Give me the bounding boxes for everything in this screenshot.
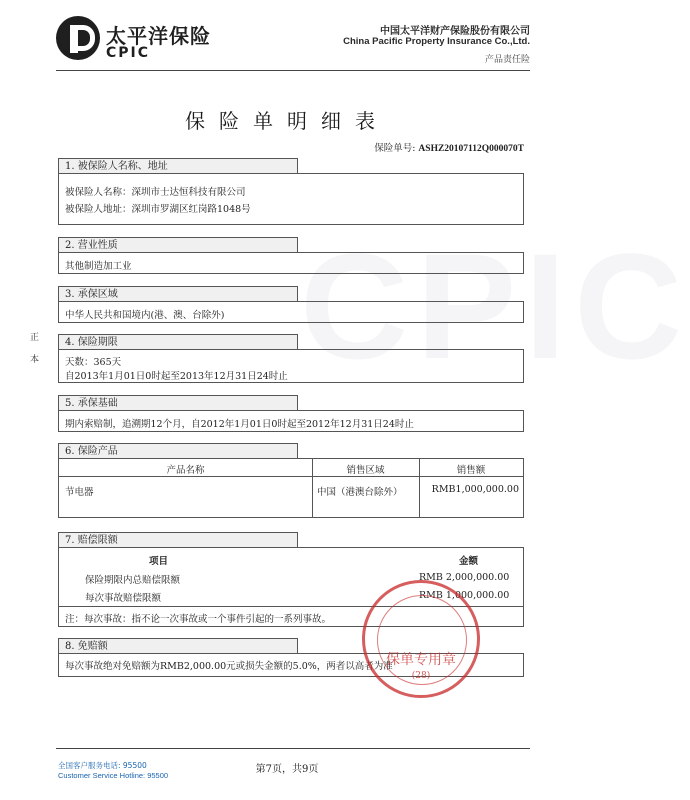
business-nature: 其他制造加工业 (65, 261, 132, 272)
products-header-name: 产品名称 (166, 465, 205, 476)
company-name-chinese: 中国太平洋财产保险股份有限公司 (380, 26, 530, 37)
cpic-logo-icon (56, 16, 100, 60)
section-basis-title: 5. 承保基础 (58, 395, 298, 410)
section-business-title: 2. 营业性质 (58, 237, 298, 252)
logo-chinese-name: 太平洋保险 (106, 24, 211, 48)
products-table (58, 458, 524, 518)
document-title: 保险单明细表 (185, 109, 389, 133)
section-basis-box (58, 410, 524, 432)
section-insured-title: 1. 被保险人名称、地址 (58, 158, 298, 173)
stamp-label: 保单专用章 (386, 652, 456, 668)
header-divider (56, 70, 530, 71)
limit-item: 保险期限内总赔偿限额 (85, 575, 181, 586)
stamp-code: (28) (411, 671, 431, 681)
side-label-original-top: 正 (30, 333, 40, 343)
limit-amount: RMB 2,000,000.00 (419, 572, 510, 583)
section-deductible-title: 8. 免赔额 (58, 638, 298, 653)
limit-amount: RMB 1,000,000.00 (419, 590, 510, 601)
basis-value: 期内索赔制，追溯期12个月，自2012年1月01日0时起至2012年12月31日24时止 (65, 419, 414, 430)
section-business-box (58, 252, 524, 274)
insured-address: 被保险人地址：深圳市罗湖区红岗路1048号 (65, 204, 251, 215)
company-seal-stamp (362, 580, 480, 698)
section-territory-title: 3. 承保区域 (58, 286, 298, 301)
hotline-english: Customer Service Hotline: 95500 (58, 771, 169, 780)
product-sales: RMB1,000,000.00 (431, 484, 519, 495)
product-name: 节电器 (65, 487, 94, 498)
limits-note: 注：每次事故：指不论一次事故或一个事件引起的一系列事故。 (65, 614, 332, 625)
limits-header-item: 项目 (149, 556, 169, 567)
section-period-box (58, 349, 524, 383)
page-number: 第7页，共9页 (255, 764, 319, 775)
hotline-chinese: 全国客户服务电话: 95500 (58, 761, 147, 770)
section-limits-title: 7. 赔偿限额 (58, 532, 298, 547)
logo-english-name: CPIC (106, 45, 151, 61)
company-name-english: China Pacific Property Insurance Co.,Ltd. (343, 36, 530, 47)
section-period-title: 4. 保险期限 (58, 334, 298, 349)
product-region: 中国（港澳台除外） (317, 487, 403, 498)
policy-number-value: ASHZ20107112Q000070T (418, 144, 524, 154)
territory-value: 中华人民共和国境内(港、澳、台除外) (65, 310, 225, 321)
policy-number (300, 140, 524, 154)
cpic-watermark: CPIC (300, 222, 690, 390)
limit-item: 每次事故赔偿限额 (85, 593, 162, 604)
products-header-sales: 销售额 (456, 465, 486, 476)
section-products-title: 6. 保险产品 (58, 443, 298, 458)
side-label-original-bottom: 本 (30, 355, 40, 365)
insured-name: 被保险人名称：深圳市士达恒科技有限公司 (65, 187, 246, 198)
section-insured-box (58, 173, 524, 225)
products-header-region: 销售区域 (346, 465, 385, 476)
limits-header-amount: 金额 (459, 556, 479, 567)
product-line-label: 产品责任险 (484, 55, 530, 65)
deductible-value: 每次事故绝对免赔额为RMB2,000.00元或损失金额的5.0%，两者以高者为准 (65, 661, 393, 672)
period-days: 天数：365天 (65, 357, 122, 368)
footer-divider (56, 748, 530, 749)
section-territory-box (58, 301, 524, 323)
policy-number-label: 保险单号: (374, 143, 416, 154)
period-range: 自2013年1月01日0时起至2013年12月31日24时止 (65, 371, 288, 382)
